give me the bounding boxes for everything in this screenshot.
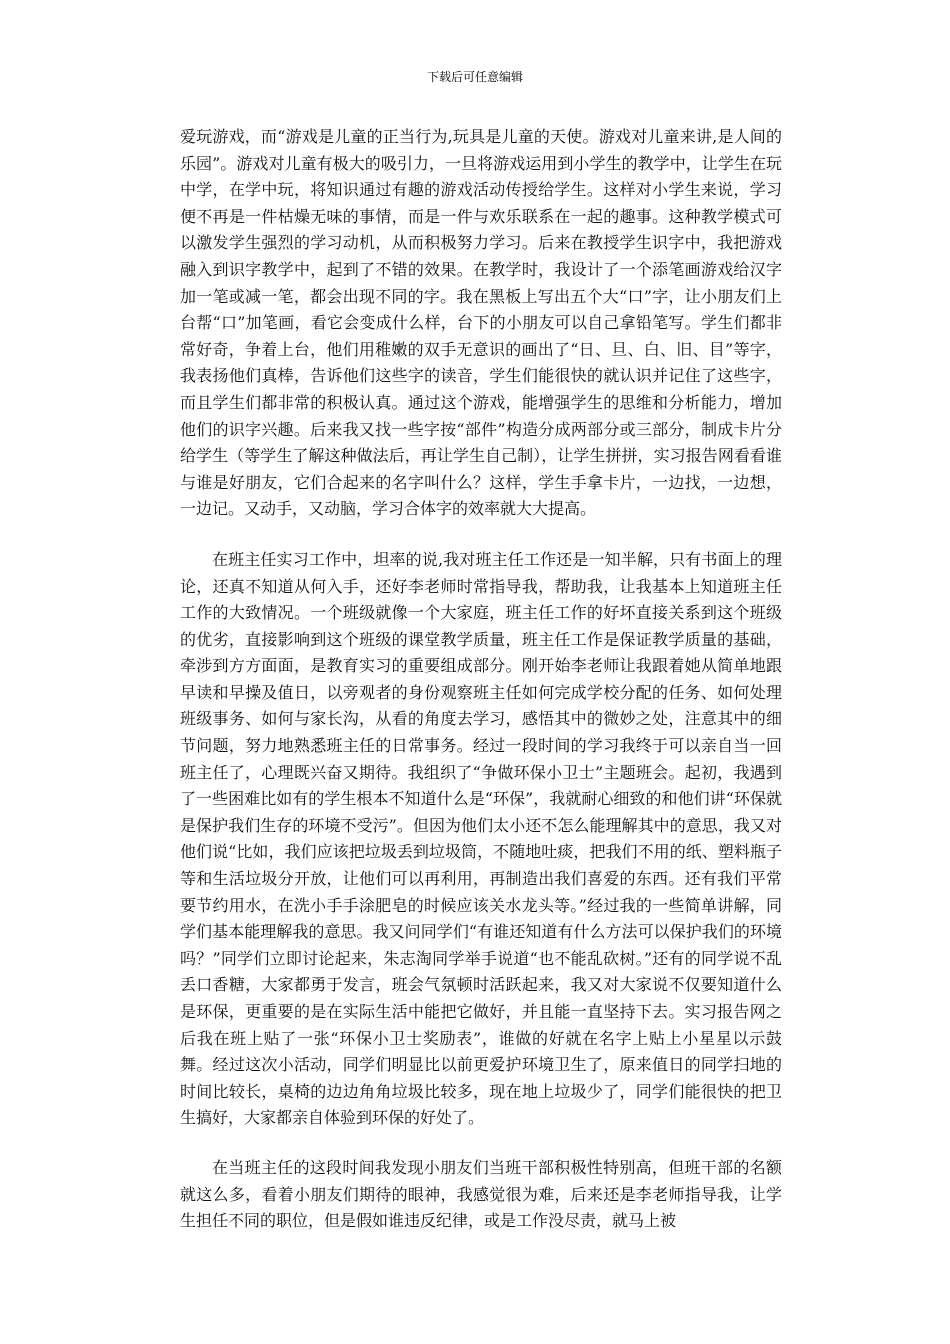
document-body	[180, 124, 782, 1235]
paragraph-games-in-teaching: 爱玩游戏，而“游戏是儿童的正当行为,玩具是儿童的天使。游戏对儿童来讲,是人间的乐园”。游戏对儿童有极大的吸引力，一旦将游戏运用到小学生的教学中，让学生在玩中学，在学中玩，将知识通过有趣的游戏活动传授给学生。这样对小学生来说，学习便不再是一件枯燥无味的事情，而是一件与欢乐联系在一起的趣事。这种教学模式可以激发学生强烈的学习动机，从而积极努力学习。后来在教授学生识字中，我把游戏融入到识字教学中，起到了不错的效果。在教学时，我设计了一个添笔画游戏给汉字加一笔或减一笔，都会出现不同的字。我在黑板上写出五个大“口”字，让小朋友们上台帮“口”加笔画，看它会变成什么样，台下的小朋友可以自己拿铅笔写。学生们都非常好奇，争着上台，他们用稚嫩的双手无意识的画出了“日、旦、白、旧、目”等字，我表扬他们真棒，告诉他们这些字的读音，学生们能很快的就认识并记住了这些字，而且学生们都非常的积极认真。通过这个游戏，能增强学生的思维和分析能力，增加他们的识字兴趣。后来我又找一些字按“部件”构造分成两部分或三部分，制成卡片分给学生（等学生了解这种做法后，再让学生自己制），让学生拼拼，实习报告网看看谁与谁是好朋友，它们合起来的名字叫什么？这样，学生手拿卡片，一边找，一边想，一边记。又动手，又动脑，学习合体字的效率就大大提高。	[180, 127, 782, 519]
paragraph-class-teacher-internship: 在班主任实习工作中，坦率的说,我对班主任工作还是一知半解，只有书面上的理论，还真不知道从何入手，还好李老师时常指导我，帮助我，让我基本上知道班主任工作的大致情况。一个班级就像一个大家庭，班主任工作的好坏直接关系到这个班级的优劣，直接影响到这个班级的课堂教学质量，班主任工作是保证教学质量的基础，牵涉到方方面面，是教育实习的重要组成部分。刚开始李老师让我跟着她从简单地跟早读和早操及值日，以旁观者的身份观察班主任如何完成学校分配的任务、如何处理班级事务、如何与家长沟，从看的角度去学习，感悟其中的微妙之处，注意其中的细节问题，努力地熟悉班主任的日常事务。经过一段时间的学习我终于可以亲自当一回班主任了，心理既兴奋又期待。我组织了“争做环保小卫士”主题班会。起初，我遇到了一些困难比如有的学生根本不知道什么是“环保”，我就耐心细致的和他们讲“环保就是保护我们生存的环境不受污”。但因为他们太小还不怎么能理解其中的意思，我又对他们说“比如，我们应该把垃圾丢到垃圾筒，不随地吐痰，把我们不用的纸、塑料瓶子等和生活垃圾分开放，让他们可以再利用，再制造出我们喜爱的东西。还有我们平常要节约用水，在洗小手手涂肥皂的时候应该关水龙头等。”经过我的一些简单讲解，同学们基本能理解我的意思。我又问同学们“有谁还知道有什么方法可以保护我们的环境吗？”同学们立即讨论起来，朱志淘同学举手说道“也不能乱砍树。”还有的同学说不乱丢口香糖，大家都勇于发言，班会气氛顿时活跃起来，我又对大家说不仅要知道什么是环保，更重要的是在实际生活中能把它做好，并且能一直坚持下去。实习报告网之后我在班上贴了一张“环保小卫士奖励表”，谁做的好就在名字上贴上小星星以示鼓舞。经过这次小活动，同学们明显比以前更爱护环境卫生了，原来值日的同学扫地的时间比较长，桌椅的边边角角垃圾比较多，现在地上垃圾少了，同学们能很快的把卫生搞好，大家都亲自体验到环保的好处了。	[180, 549, 782, 1128]
paragraph-class-cadres: 在当班主任的这段时间我发现小朋友们当班干部积极性特别高，但班干部的名额就这么多，看着小朋友们期待的眼神，我感觉很为难，后来还是李老师指导我，让学生担任不同的职位，但是假如谁违反纪律，或是工作没尽责，就马上被	[180, 1157, 782, 1231]
page-header-note: 下载后可任意编辑	[426, 70, 523, 84]
